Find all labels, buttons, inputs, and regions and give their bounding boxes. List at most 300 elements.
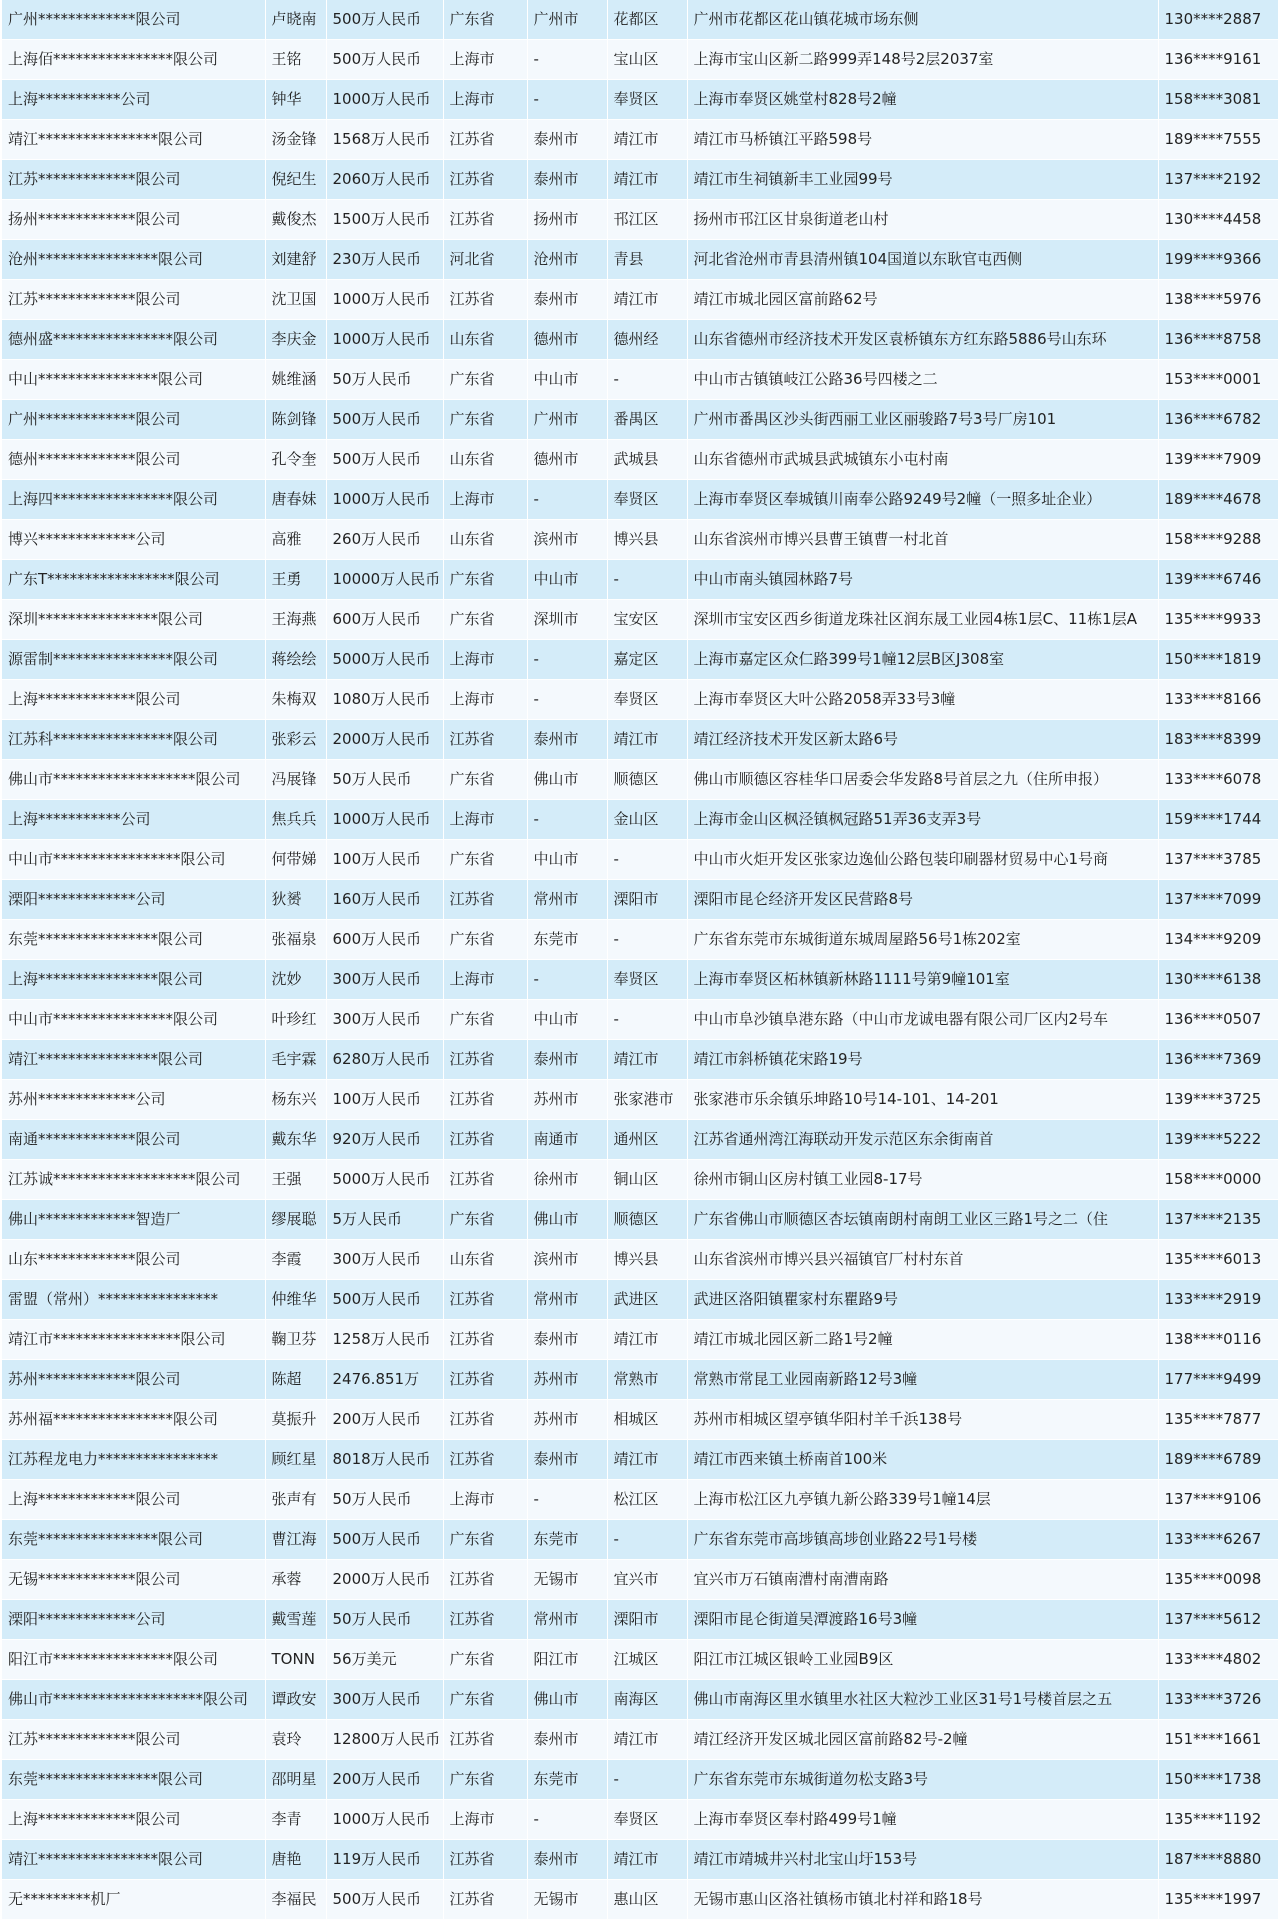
address-cell: 山东省德州市经济技术开发区袁桥镇东方红东路5886号山东环 xyxy=(687,320,1158,360)
table-row xyxy=(2,1000,1278,1040)
company-name-cell: 雷盟（常州）**************** xyxy=(2,1280,265,1320)
table-row xyxy=(2,400,1278,440)
city-cell: 德州市 xyxy=(527,440,607,480)
district-cell: 番禺区 xyxy=(607,400,687,440)
district-cell: 宝安区 xyxy=(607,600,687,640)
district-cell: 靖江市 xyxy=(607,1720,687,1760)
phone-cell: 189****7555 xyxy=(1158,120,1278,160)
table-row xyxy=(2,1560,1278,1600)
company-name-cell: 广东T*****************限公司 xyxy=(2,560,265,600)
registered-capital-cell: 5万人民币 xyxy=(326,1200,443,1240)
company-name-cell: 靖江****************限公司 xyxy=(2,120,265,160)
table-row xyxy=(2,1800,1278,1840)
city-cell: 广州市 xyxy=(527,400,607,440)
address-cell: 山东省滨州市博兴县兴福镇官厂村村东首 xyxy=(687,1240,1158,1280)
province-cell: 广东省 xyxy=(443,1760,527,1800)
address-cell: 靖江市西来镇土桥南首100米 xyxy=(687,1440,1158,1480)
table-row xyxy=(2,440,1278,480)
city-cell: 常州市 xyxy=(527,1280,607,1320)
contact-name-cell: 姚维涵 xyxy=(265,360,326,400)
table-row xyxy=(2,240,1278,280)
phone-cell: 153****0001 xyxy=(1158,360,1278,400)
table-row xyxy=(2,760,1278,800)
province-cell: 江苏省 xyxy=(443,1320,527,1360)
company-name-cell: 江苏*************限公司 xyxy=(2,280,265,320)
company-name-cell: 佛山市********************限公司 xyxy=(2,1680,265,1720)
registered-capital-cell: 6280万人民币 xyxy=(326,1040,443,1080)
address-cell: 张家港市乐余镇乐坤路10号14-101、14-201 xyxy=(687,1080,1158,1120)
district-cell: 奉贤区 xyxy=(607,80,687,120)
city-cell: 沧州市 xyxy=(527,240,607,280)
registered-capital-cell: 56万美元 xyxy=(326,1640,443,1680)
table-row xyxy=(2,840,1278,880)
address-cell: 中山市阜沙镇阜港东路（中山市龙诚电器有限公司厂区内2号车 xyxy=(687,1000,1158,1040)
table-row xyxy=(2,160,1278,200)
city-cell: - xyxy=(527,40,607,80)
phone-cell: 139****6746 xyxy=(1158,560,1278,600)
phone-cell: 136****0507 xyxy=(1158,1000,1278,1040)
company-name-cell: 广州*************限公司 xyxy=(2,400,265,440)
registered-capital-cell: 50万人民币 xyxy=(326,360,443,400)
phone-cell: 158****9288 xyxy=(1158,520,1278,560)
contact-name-cell: 莫振升 xyxy=(265,1400,326,1440)
address-cell: 靖江市马桥镇江平路598号 xyxy=(687,120,1158,160)
phone-cell: 137****3785 xyxy=(1158,840,1278,880)
registered-capital-cell: 100万人民币 xyxy=(326,840,443,880)
address-cell: 无锡市惠山区洛社镇杨市镇北村祥和路18号 xyxy=(687,1880,1158,1920)
company-name-cell: 溧阳*************公司 xyxy=(2,880,265,920)
province-cell: 上海市 xyxy=(443,640,527,680)
city-cell: - xyxy=(527,800,607,840)
table-row xyxy=(2,920,1278,960)
registered-capital-cell: 12800万人民币 xyxy=(326,1720,443,1760)
city-cell: 泰州市 xyxy=(527,1440,607,1480)
table-row xyxy=(2,1400,1278,1440)
district-cell: 嘉定区 xyxy=(607,640,687,680)
phone-cell: 158****3081 xyxy=(1158,80,1278,120)
province-cell: 广东省 xyxy=(443,920,527,960)
table-row xyxy=(2,200,1278,240)
district-cell: 通州区 xyxy=(607,1120,687,1160)
contact-name-cell: 仲维华 xyxy=(265,1280,326,1320)
city-cell: 中山市 xyxy=(527,840,607,880)
table-row xyxy=(2,1240,1278,1280)
table-row xyxy=(2,1200,1278,1240)
city-cell: 泰州市 xyxy=(527,720,607,760)
contact-name-cell: TONN xyxy=(265,1640,326,1680)
district-cell: 金山区 xyxy=(607,800,687,840)
phone-cell: 134****9209 xyxy=(1158,920,1278,960)
company-name-cell: 深圳****************限公司 xyxy=(2,600,265,640)
province-cell: 广东省 xyxy=(443,760,527,800)
phone-cell: 137****9106 xyxy=(1158,1480,1278,1520)
phone-cell: 177****9499 xyxy=(1158,1360,1278,1400)
city-cell: 泰州市 xyxy=(527,1040,607,1080)
district-cell: - xyxy=(607,360,687,400)
province-cell: 山东省 xyxy=(443,520,527,560)
city-cell: 东莞市 xyxy=(527,1760,607,1800)
contact-name-cell: 王勇 xyxy=(265,560,326,600)
contact-name-cell: 焦兵兵 xyxy=(265,800,326,840)
phone-cell: 138****5976 xyxy=(1158,280,1278,320)
contact-name-cell: 王海燕 xyxy=(265,600,326,640)
province-cell: 广东省 xyxy=(443,560,527,600)
province-cell: 江苏省 xyxy=(443,200,527,240)
registered-capital-cell: 920万人民币 xyxy=(326,1120,443,1160)
city-cell: 苏州市 xyxy=(527,1360,607,1400)
district-cell: 花都区 xyxy=(607,0,687,40)
address-cell: 中山市火炬开发区张家边逸仙公路包装印刷器材贸易中心1号商 xyxy=(687,840,1158,880)
company-name-cell: 沧州****************限公司 xyxy=(2,240,265,280)
address-cell: 靖江市生祠镇新丰工业园99号 xyxy=(687,160,1158,200)
contact-name-cell: 狄赟 xyxy=(265,880,326,920)
address-cell: 广东省东莞市东城街道勿松支路3号 xyxy=(687,1760,1158,1800)
registered-capital-cell: 500万人民币 xyxy=(326,1280,443,1320)
address-cell: 上海市嘉定区众仁路399号1幢12层B区J308室 xyxy=(687,640,1158,680)
registered-capital-cell: 200万人民币 xyxy=(326,1400,443,1440)
address-cell: 徐州市铜山区房村镇工业园8-17号 xyxy=(687,1160,1158,1200)
table-row xyxy=(2,1440,1278,1480)
city-cell: 深圳市 xyxy=(527,600,607,640)
province-cell: 江苏省 xyxy=(443,1560,527,1600)
district-cell: - xyxy=(607,560,687,600)
city-cell: 徐州市 xyxy=(527,1160,607,1200)
registered-capital-cell: 50万人民币 xyxy=(326,1600,443,1640)
phone-cell: 151****1661 xyxy=(1158,1720,1278,1760)
table-row xyxy=(2,0,1278,40)
phone-cell: 150****1819 xyxy=(1158,640,1278,680)
address-cell: 靖江市斜桥镇花宋路19号 xyxy=(687,1040,1158,1080)
contact-name-cell: 张彩云 xyxy=(265,720,326,760)
company-name-cell: 扬州*************限公司 xyxy=(2,200,265,240)
district-cell: 靖江市 xyxy=(607,160,687,200)
district-cell: 奉贤区 xyxy=(607,1800,687,1840)
company-table xyxy=(2,0,1279,1920)
city-cell: - xyxy=(527,640,607,680)
district-cell: 溧阳市 xyxy=(607,1600,687,1640)
district-cell: 顺德区 xyxy=(607,760,687,800)
province-cell: 江苏省 xyxy=(443,1440,527,1480)
registered-capital-cell: 1000万人民币 xyxy=(326,80,443,120)
district-cell: 德州经 xyxy=(607,320,687,360)
address-cell: 广东省东莞市高埗镇高埗创业路22号1号楼 xyxy=(687,1520,1158,1560)
contact-name-cell: 谭政安 xyxy=(265,1680,326,1720)
company-name-cell: 无*********机厂 xyxy=(2,1880,265,1920)
address-cell: 山东省德州市武城县武城镇东小屯村南 xyxy=(687,440,1158,480)
contact-name-cell: 朱梅双 xyxy=(265,680,326,720)
phone-cell: 138****0116 xyxy=(1158,1320,1278,1360)
registered-capital-cell: 2060万人民币 xyxy=(326,160,443,200)
city-cell: - xyxy=(527,680,607,720)
company-name-cell: 东莞****************限公司 xyxy=(2,920,265,960)
province-cell: 江苏省 xyxy=(443,1080,527,1120)
registered-capital-cell: 230万人民币 xyxy=(326,240,443,280)
table-row xyxy=(2,600,1278,640)
address-cell: 上海市奉贤区奉村路499号1幢 xyxy=(687,1800,1158,1840)
province-cell: 广东省 xyxy=(443,0,527,40)
address-cell: 上海市奉贤区柘林镇新林路1111号第9幢101室 xyxy=(687,960,1158,1000)
district-cell: 武城县 xyxy=(607,440,687,480)
phone-cell: 158****0000 xyxy=(1158,1160,1278,1200)
table-row xyxy=(2,1080,1278,1120)
contact-name-cell: 张福泉 xyxy=(265,920,326,960)
district-cell: 靖江市 xyxy=(607,1040,687,1080)
contact-name-cell: 李福民 xyxy=(265,1880,326,1920)
company-name-cell: 江苏*************限公司 xyxy=(2,1720,265,1760)
registered-capital-cell: 1568万人民币 xyxy=(326,120,443,160)
phone-cell: 137****7099 xyxy=(1158,880,1278,920)
phone-cell: 130****4458 xyxy=(1158,200,1278,240)
company-table-body xyxy=(2,0,1278,1920)
contact-name-cell: 李青 xyxy=(265,1800,326,1840)
city-cell: 中山市 xyxy=(527,1000,607,1040)
phone-cell: 139****3725 xyxy=(1158,1080,1278,1120)
city-cell: 中山市 xyxy=(527,560,607,600)
phone-cell: 135****1997 xyxy=(1158,1880,1278,1920)
phone-cell: 183****8399 xyxy=(1158,720,1278,760)
phone-cell: 133****6267 xyxy=(1158,1520,1278,1560)
phone-cell: 136****8758 xyxy=(1158,320,1278,360)
company-name-cell: 德州*************限公司 xyxy=(2,440,265,480)
city-cell: 泰州市 xyxy=(527,120,607,160)
company-name-cell: 苏州*************公司 xyxy=(2,1080,265,1120)
province-cell: 江苏省 xyxy=(443,160,527,200)
company-name-cell: 源雷制****************限公司 xyxy=(2,640,265,680)
company-name-cell: 苏州*************限公司 xyxy=(2,1360,265,1400)
registered-capital-cell: 160万人民币 xyxy=(326,880,443,920)
province-cell: 江苏省 xyxy=(443,1720,527,1760)
district-cell: 博兴县 xyxy=(607,520,687,560)
phone-cell: 187****8880 xyxy=(1158,1840,1278,1880)
phone-cell: 130****2887 xyxy=(1158,0,1278,40)
registered-capital-cell: 119万人民币 xyxy=(326,1840,443,1880)
district-cell: 靖江市 xyxy=(607,120,687,160)
address-cell: 阳江市江城区银岭工业园B9区 xyxy=(687,1640,1158,1680)
company-name-cell: 东莞****************限公司 xyxy=(2,1520,265,1560)
company-name-cell: 佛山*************智造厂 xyxy=(2,1200,265,1240)
province-cell: 江苏省 xyxy=(443,1280,527,1320)
contact-name-cell: 高雅 xyxy=(265,520,326,560)
phone-cell: 135****7877 xyxy=(1158,1400,1278,1440)
address-cell: 常熟市常昆工业园南新路12号3幢 xyxy=(687,1360,1158,1400)
address-cell: 上海市宝山区新二路999弄148号2层2037室 xyxy=(687,40,1158,80)
contact-name-cell: 王铭 xyxy=(265,40,326,80)
province-cell: 上海市 xyxy=(443,1480,527,1520)
phone-cell: 150****1738 xyxy=(1158,1760,1278,1800)
company-name-cell: 东莞****************限公司 xyxy=(2,1760,265,1800)
company-name-cell: 上海***********公司 xyxy=(2,80,265,120)
registered-capital-cell: 50万人民币 xyxy=(326,760,443,800)
city-cell: 泰州市 xyxy=(527,160,607,200)
phone-cell: 199****9366 xyxy=(1158,240,1278,280)
contact-name-cell: 李庆金 xyxy=(265,320,326,360)
city-cell: 滨州市 xyxy=(527,520,607,560)
company-name-cell: 中山市*****************限公司 xyxy=(2,840,265,880)
company-name-cell: 南通*************限公司 xyxy=(2,1120,265,1160)
address-cell: 河北省沧州市青县清州镇104国道以东耿官屯西侧 xyxy=(687,240,1158,280)
province-cell: 江苏省 xyxy=(443,1040,527,1080)
table-row xyxy=(2,1720,1278,1760)
table-row xyxy=(2,1760,1278,1800)
district-cell: - xyxy=(607,1760,687,1800)
phone-cell: 189****4678 xyxy=(1158,480,1278,520)
table-row xyxy=(2,40,1278,80)
province-cell: 上海市 xyxy=(443,960,527,1000)
phone-cell: 135****9933 xyxy=(1158,600,1278,640)
address-cell: 广东省东莞市东城街道东城周屋路56号1栋202室 xyxy=(687,920,1158,960)
table-row xyxy=(2,880,1278,920)
address-cell: 扬州市邗江区甘泉街道老山村 xyxy=(687,200,1158,240)
province-cell: 江苏省 xyxy=(443,120,527,160)
address-cell: 靖江市靖城井兴村北宝山圩153号 xyxy=(687,1840,1158,1880)
district-cell: 南海区 xyxy=(607,1680,687,1720)
address-cell: 溧阳市昆仑经济开发区民营路8号 xyxy=(687,880,1158,920)
contact-name-cell: 承蓉 xyxy=(265,1560,326,1600)
district-cell: 相城区 xyxy=(607,1400,687,1440)
table-row xyxy=(2,80,1278,120)
company-name-cell: 中山市****************限公司 xyxy=(2,1000,265,1040)
city-cell: 泰州市 xyxy=(527,1840,607,1880)
registered-capital-cell: 300万人民币 xyxy=(326,1240,443,1280)
city-cell: 东莞市 xyxy=(527,1520,607,1560)
company-name-cell: 江苏程龙电力**************** xyxy=(2,1440,265,1480)
address-cell: 广东省佛山市顺德区杏坛镇南朗村南朗工业区三路1号之二（住 xyxy=(687,1200,1158,1240)
district-cell: 宝山区 xyxy=(607,40,687,80)
address-cell: 佛山市顺德区容桂华口居委会华发路8号首层之九（住所申报） xyxy=(687,760,1158,800)
district-cell: 武进区 xyxy=(607,1280,687,1320)
contact-name-cell: 沈卫国 xyxy=(265,280,326,320)
district-cell: 惠山区 xyxy=(607,1880,687,1920)
province-cell: 上海市 xyxy=(443,40,527,80)
company-name-cell: 上海*************限公司 xyxy=(2,1800,265,1840)
registered-capital-cell: 1000万人民币 xyxy=(326,320,443,360)
district-cell: 铜山区 xyxy=(607,1160,687,1200)
province-cell: 山东省 xyxy=(443,320,527,360)
contact-name-cell: 何带娣 xyxy=(265,840,326,880)
city-cell: 无锡市 xyxy=(527,1560,607,1600)
phone-cell: 139****5222 xyxy=(1158,1120,1278,1160)
company-name-cell: 靖江****************限公司 xyxy=(2,1040,265,1080)
city-cell: 苏州市 xyxy=(527,1400,607,1440)
address-cell: 广州市番禺区沙头街西丽工业区丽骏路7号3号厂房101 xyxy=(687,400,1158,440)
city-cell: 泰州市 xyxy=(527,1720,607,1760)
contact-name-cell: 王强 xyxy=(265,1160,326,1200)
province-cell: 山东省 xyxy=(443,440,527,480)
contact-name-cell: 毛宇霖 xyxy=(265,1040,326,1080)
address-cell: 宜兴市万石镇南漕村南漕南路 xyxy=(687,1560,1158,1600)
registered-capital-cell: 600万人民币 xyxy=(326,600,443,640)
address-cell: 靖江市城北园区新二路1号2幢 xyxy=(687,1320,1158,1360)
contact-name-cell: 缪展聪 xyxy=(265,1200,326,1240)
city-cell: 德州市 xyxy=(527,320,607,360)
address-cell: 上海市金山区枫泾镇枫冠路51弄36支弄3号 xyxy=(687,800,1158,840)
district-cell: - xyxy=(607,1520,687,1560)
registered-capital-cell: 8018万人民币 xyxy=(326,1440,443,1480)
registered-capital-cell: 300万人民币 xyxy=(326,1000,443,1040)
contact-name-cell: 钟华 xyxy=(265,80,326,120)
city-cell: 扬州市 xyxy=(527,200,607,240)
company-name-cell: 靖江****************限公司 xyxy=(2,1840,265,1880)
company-name-cell: 博兴*************公司 xyxy=(2,520,265,560)
registered-capital-cell: 300万人民币 xyxy=(326,1680,443,1720)
province-cell: 上海市 xyxy=(443,800,527,840)
district-cell: 张家港市 xyxy=(607,1080,687,1120)
registered-capital-cell: 1000万人民币 xyxy=(326,1800,443,1840)
registered-capital-cell: 2000万人民币 xyxy=(326,1560,443,1600)
phone-cell: 137****2135 xyxy=(1158,1200,1278,1240)
city-cell: 泰州市 xyxy=(527,280,607,320)
company-name-cell: 上海*************限公司 xyxy=(2,680,265,720)
table-row xyxy=(2,1840,1278,1880)
contact-name-cell: 戴俊杰 xyxy=(265,200,326,240)
province-cell: 江苏省 xyxy=(443,720,527,760)
city-cell: 常州市 xyxy=(527,880,607,920)
district-cell: 奉贤区 xyxy=(607,680,687,720)
district-cell: 松江区 xyxy=(607,1480,687,1520)
table-row xyxy=(2,1160,1278,1200)
province-cell: 江苏省 xyxy=(443,1160,527,1200)
company-name-cell: 上海****************限公司 xyxy=(2,960,265,1000)
contact-name-cell: 戴东华 xyxy=(265,1120,326,1160)
city-cell: 南通市 xyxy=(527,1120,607,1160)
district-cell: 靖江市 xyxy=(607,1440,687,1480)
address-cell: 江苏省通州湾江海联动开发示范区东余街南首 xyxy=(687,1120,1158,1160)
contact-name-cell: 倪纪生 xyxy=(265,160,326,200)
contact-name-cell: 陈超 xyxy=(265,1360,326,1400)
company-name-cell: 上海四****************限公司 xyxy=(2,480,265,520)
contact-name-cell: 卢晓南 xyxy=(265,0,326,40)
province-cell: 河北省 xyxy=(443,240,527,280)
province-cell: 广东省 xyxy=(443,1680,527,1720)
province-cell: 广东省 xyxy=(443,360,527,400)
phone-cell: 135****1192 xyxy=(1158,1800,1278,1840)
province-cell: 江苏省 xyxy=(443,1360,527,1400)
registered-capital-cell: 600万人民币 xyxy=(326,920,443,960)
province-cell: 广东省 xyxy=(443,1200,527,1240)
registered-capital-cell: 260万人民币 xyxy=(326,520,443,560)
address-cell: 广州市花都区花山镇花城市场东侧 xyxy=(687,0,1158,40)
contact-name-cell: 张声有 xyxy=(265,1480,326,1520)
city-cell: 常州市 xyxy=(527,1600,607,1640)
city-cell: - xyxy=(527,1480,607,1520)
province-cell: 江苏省 xyxy=(443,1120,527,1160)
company-name-cell: 苏州福****************限公司 xyxy=(2,1400,265,1440)
phone-cell: 136****9161 xyxy=(1158,40,1278,80)
province-cell: 上海市 xyxy=(443,80,527,120)
city-cell: 无锡市 xyxy=(527,1880,607,1920)
city-cell: 佛山市 xyxy=(527,1200,607,1240)
company-name-cell: 溧阳*************公司 xyxy=(2,1600,265,1640)
table-row xyxy=(2,1320,1278,1360)
address-cell: 佛山市南海区里水镇里水社区大粒沙工业区31号1号楼首层之五 xyxy=(687,1680,1158,1720)
company-name-cell: 上海佰****************限公司 xyxy=(2,40,265,80)
phone-cell: 133****3726 xyxy=(1158,1680,1278,1720)
table-row xyxy=(2,800,1278,840)
district-cell: - xyxy=(607,840,687,880)
registered-capital-cell: 2476.851万 xyxy=(326,1360,443,1400)
province-cell: 广东省 xyxy=(443,1520,527,1560)
province-cell: 山东省 xyxy=(443,1240,527,1280)
city-cell: - xyxy=(527,480,607,520)
registered-capital-cell: 5000万人民币 xyxy=(326,1160,443,1200)
phone-cell: 130****6138 xyxy=(1158,960,1278,1000)
registered-capital-cell: 2000万人民币 xyxy=(326,720,443,760)
province-cell: 上海市 xyxy=(443,680,527,720)
address-cell: 溧阳市昆仑街道吴潭渡路16号3幢 xyxy=(687,1600,1158,1640)
phone-cell: 137****2192 xyxy=(1158,160,1278,200)
registered-capital-cell: 10000万人民币 xyxy=(326,560,443,600)
contact-name-cell: 李霞 xyxy=(265,1240,326,1280)
